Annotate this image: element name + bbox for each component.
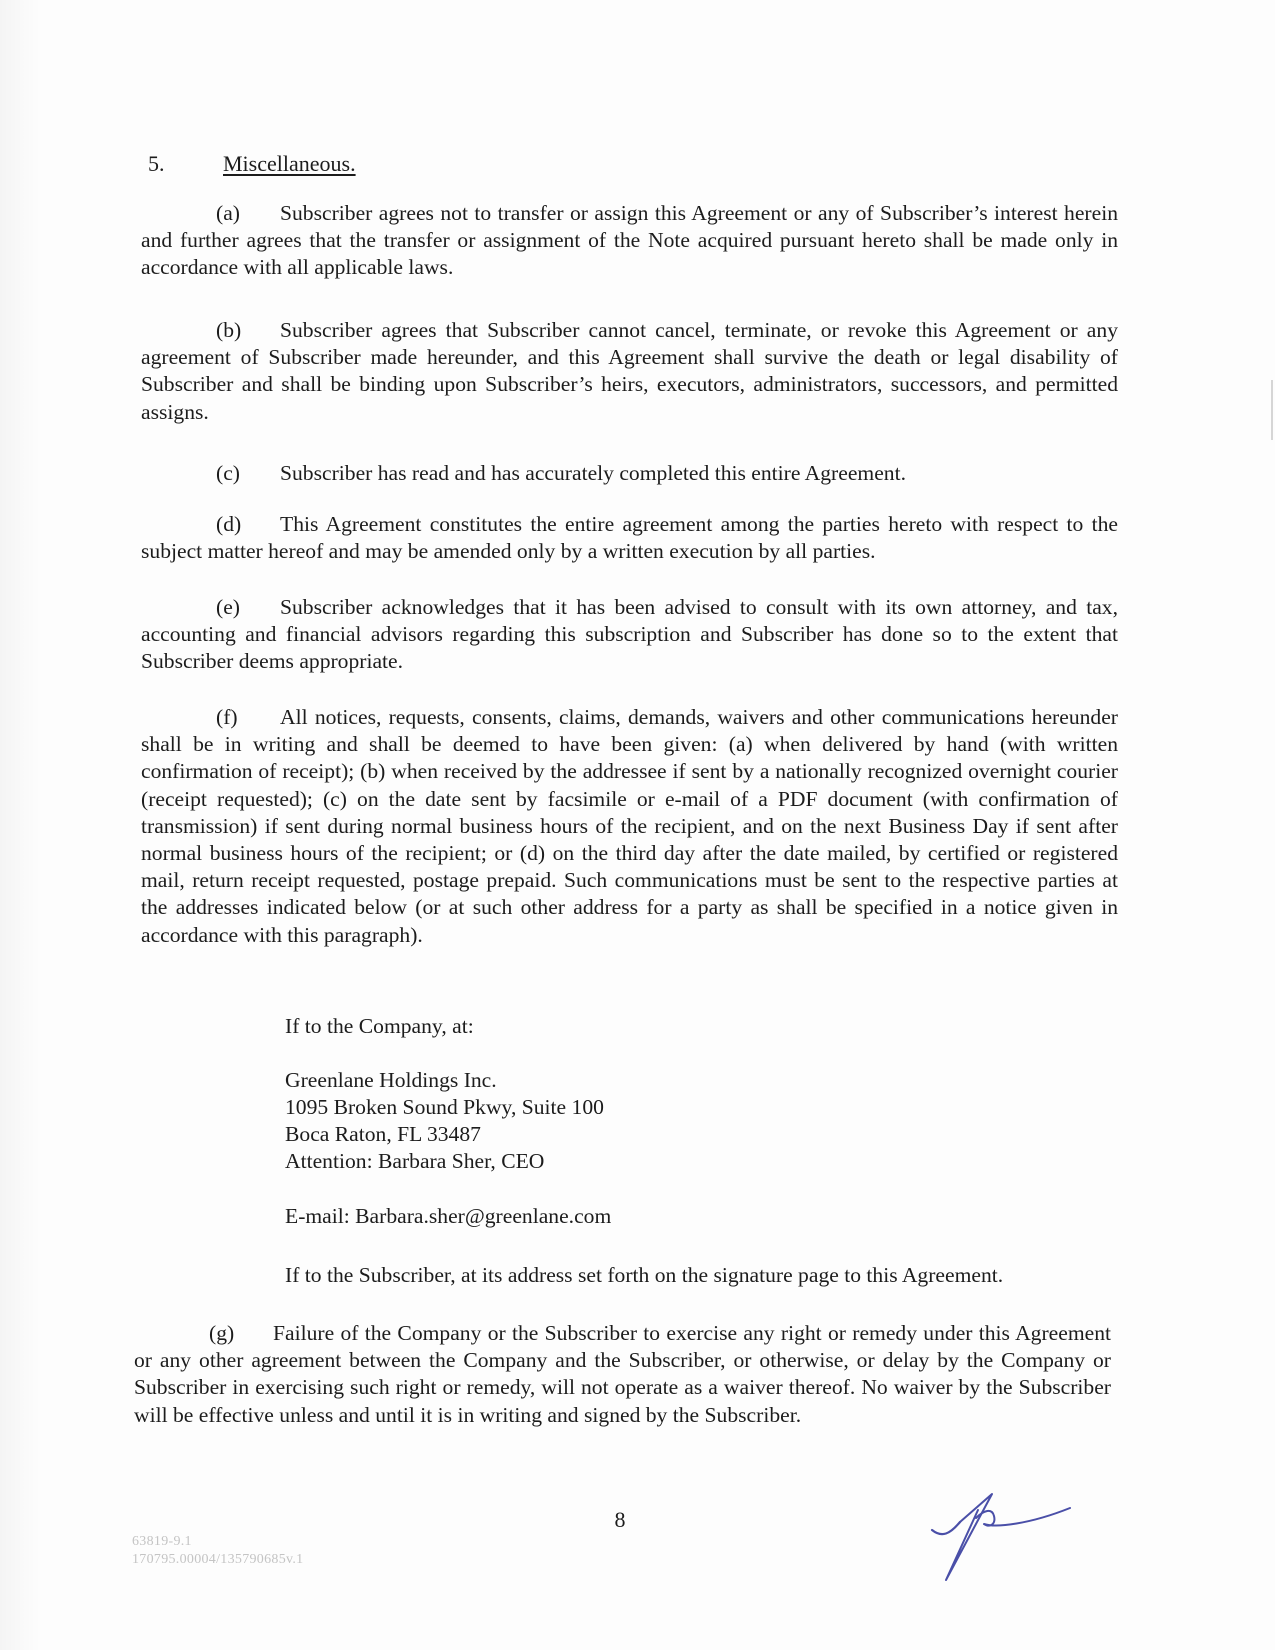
subscriber-notice-intro: If to the Subscriber, at its address set forth on the signature page to this Agreement.	[285, 1263, 1004, 1287]
paragraph-label: (f)	[216, 705, 238, 729]
paragraph-label: (e)	[216, 595, 240, 619]
paragraph-g	[134, 1320, 1111, 1429]
document-code-line-2: 170795.00004/135790685v.1	[132, 1552, 304, 1567]
paragraph-text: All notices, requests, consents, claims, demands, waivers and other communications hereunder shall be in writing and shall be deemed to have been given: (a) when delivered by hand (with written confirmation of receipt); (b) when received by the addressee if sent by a nationally recognized overnight courier (receipt requested); (c) on the date sent by facsimile or e-mail of a PDF document (with confirmation of transmission) if sent during normal business hours of the recipient, and on the next Business Day if sent after normal business hours of the recipient; or (d) on the third day after the date mailed, by certified or registered mail, return receipt requested, postage prepaid. Such communications must be sent to the respective parties at the addresses indicated below (or at such other address for a party as shall be specified in a notice given in accordance with this paragraph).	[141, 705, 1118, 947]
company-notice-intro: If to the Company, at:	[285, 1014, 474, 1038]
paragraph-label: (b)	[216, 318, 242, 342]
document-code-line-1: 63819-9.1	[132, 1534, 192, 1549]
paragraph-e	[141, 594, 1118, 676]
paragraph-text: Subscriber has read and has accurately completed this entire Agreement.	[280, 461, 906, 485]
paragraph-f	[141, 704, 1118, 949]
section-number: 5.	[148, 151, 165, 176]
paragraph-c	[141, 460, 1118, 487]
paragraph-a	[141, 200, 1118, 282]
company-email: E-mail: Barbara.sher@greenlane.com	[285, 1204, 612, 1228]
paragraph-text: Subscriber agrees that Subscriber cannot cancel, terminate, or revoke this Agreement or any agreement of Subscriber made hereunder, and this Agreement shall survive the death or legal disability of Subscriber and shall be binding upon Subscriber’s heirs, executors, administrators, successors, and permitted assigns.	[141, 318, 1118, 424]
paragraph-label: (a)	[216, 201, 240, 225]
signature-initials-icon	[920, 1488, 1120, 1588]
page-number: 8	[614, 1507, 626, 1532]
paragraph-text: Subscriber acknowledges that it has been advised to consult with its own attorney, and tax, accounting and financial advisors regarding this subscription and Subscriber has done so to the extent that Subscriber deems appropriate.	[141, 595, 1118, 674]
paragraph-text: Failure of the Company or the Subscriber to exercise any right or remedy under this Agreement or any other agreement between the Company and the Subscriber, or otherwise, or delay by the Company or Subscriber in exercising such right or remedy, will not operate as a waiver thereof. No waiver by the Subscriber will be effective unless and until it is in writing and signed by the Subscriber.	[134, 1321, 1111, 1427]
company-street-address: 1095 Broken Sound Pkwy, Suite 100	[285, 1095, 604, 1119]
scan-edge-mark	[1271, 380, 1273, 440]
company-city-state-zip: Boca Raton, FL 33487	[285, 1122, 481, 1146]
paragraph-label: (c)	[216, 461, 240, 485]
paragraph-text: Subscriber agrees not to transfer or assign this Agreement or any of Subscriber’s interest herein and further agrees that the transfer or assignment of the Note acquired pursuant hereto shall be made only in accordance with all applicable laws.	[141, 201, 1118, 280]
paragraph-text: This Agreement constitutes the entire agreement among the parties hereto with respect to the subject matter hereof and may be amended only by a written execution by all parties.	[141, 512, 1118, 564]
company-name: Greenlane Holdings Inc.	[285, 1068, 497, 1092]
section-heading	[148, 150, 356, 177]
company-attention: Attention: Barbara Sher, CEO	[285, 1149, 545, 1173]
paragraph-label: (g)	[209, 1321, 235, 1345]
paragraph-b	[141, 317, 1118, 426]
paragraph-d	[141, 511, 1118, 565]
section-title: Miscellaneous.	[223, 151, 356, 176]
paragraph-label: (d)	[216, 512, 242, 536]
